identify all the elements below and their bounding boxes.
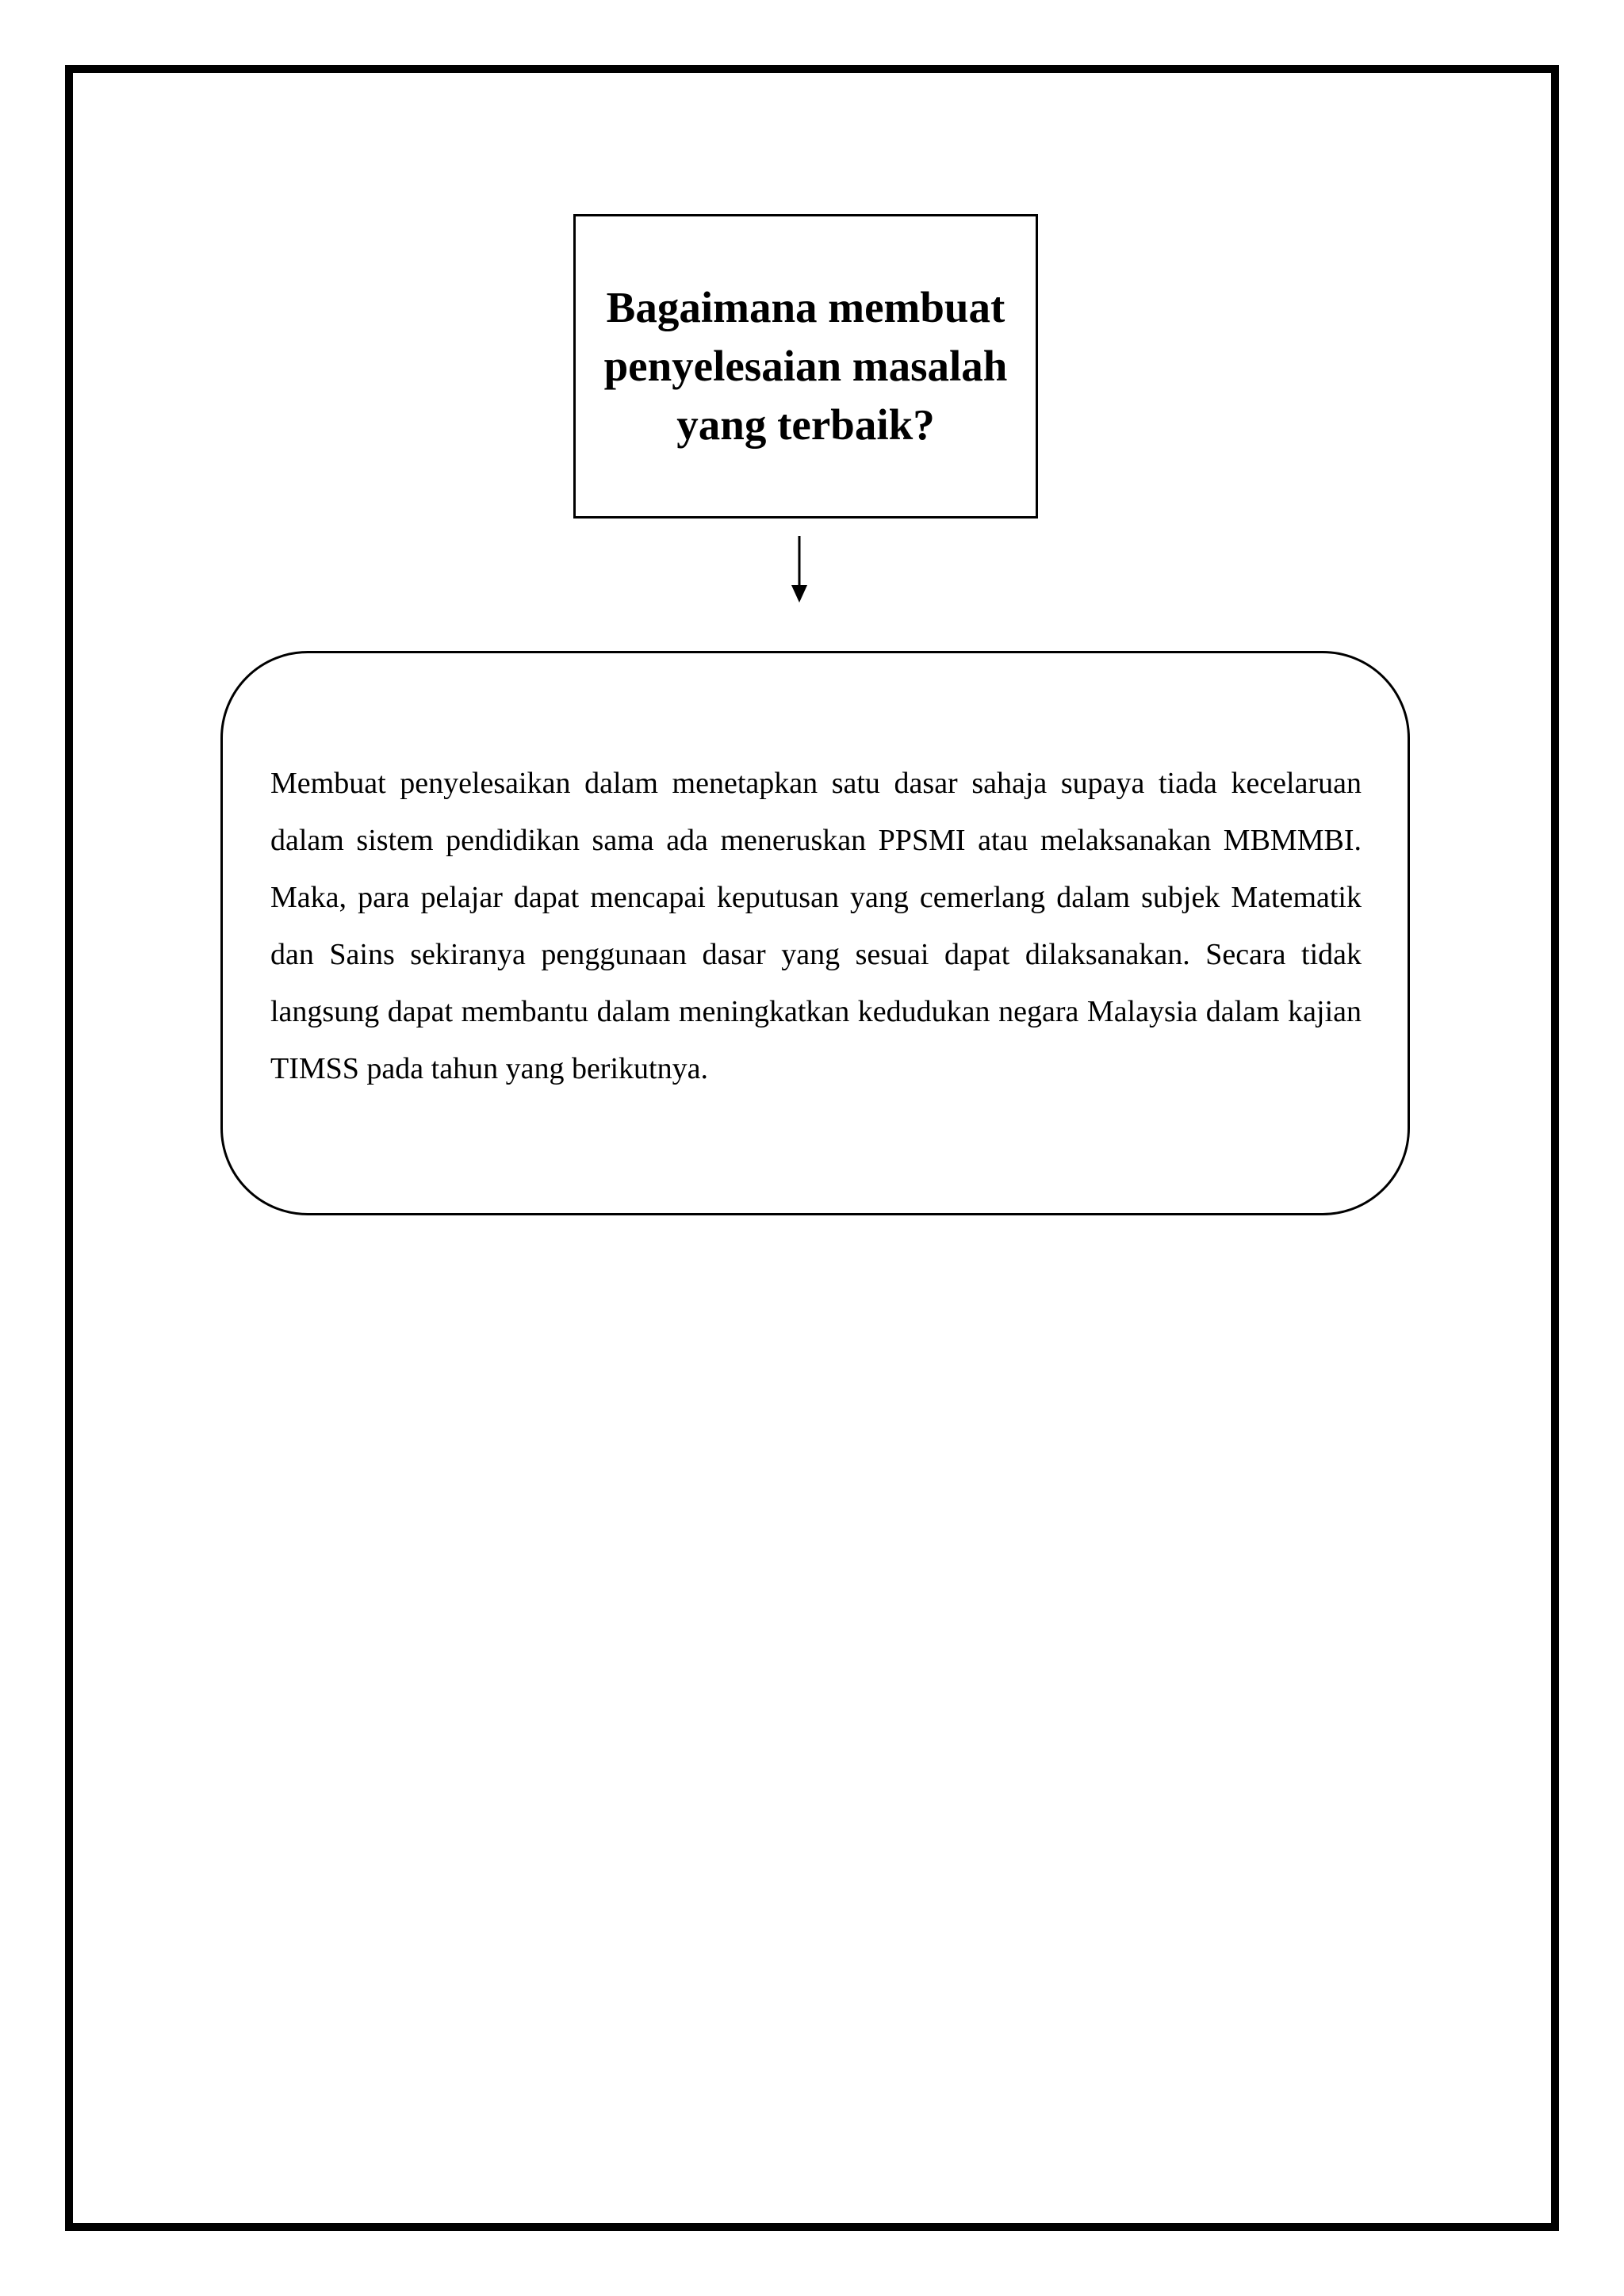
question-box	[573, 214, 1038, 519]
answer-text: Membuat penyelesaikan dalam menetapkan satu dasar sahaja supaya tiada kecelaruan dalam sistem pendidikan sama ada meneruskan PPSMI atau melaksanakan MBMMBI. Maka, para pelajar dapat mencapai keputusan yang cemerlang dalam subjek Matematik dan Sains sekiranya penggunaan dasar yang sesuai dapat dilaksanakan. Secara tidak langsung dapat membantu dalam meningkatkan kedudukan negara Malaysia dalam kajian TIMSS pada tahun yang berikutnya.	[270, 767, 1362, 1085]
answer-box	[220, 651, 1410, 1215]
question-text: Bagaimana membuat penyelesaian masalah yang terbaik?	[603, 283, 1008, 449]
down-arrow-icon	[783, 536, 815, 604]
